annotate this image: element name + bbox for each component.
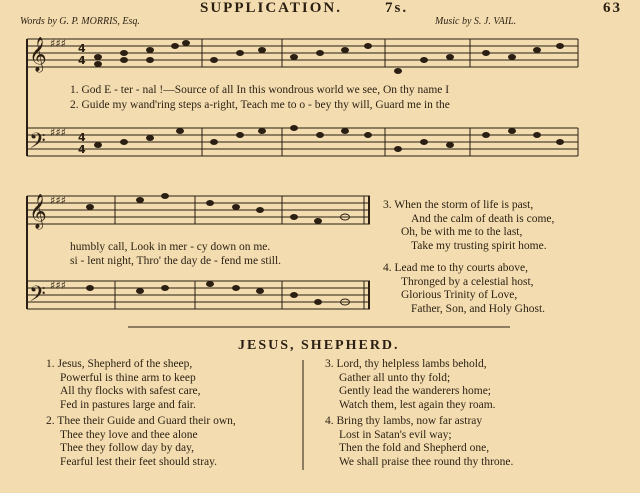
verse-line: 2. Thee their Guide and Guard their own, [46,415,236,427]
hymn-title: SUPPLICATION. [200,0,342,16]
supplication-verse-3 [383,199,554,253]
svg-text:4: 4 [78,54,86,67]
verse-line: Oh, be with me to the last, [401,226,523,238]
page-number: 63 [603,0,622,16]
verse-line: 4. Bring thy lambs, now far astray [325,415,483,427]
system2-lyric-line2: si - lent night, Thro' the day de - fend me still. [70,255,282,267]
svg-text:♯♯♯: ♯♯♯ [50,279,66,292]
svg-text:𝄞: 𝄞 [29,194,47,229]
verse-line: Gently lead the wanderers home; [339,385,491,397]
hymn2-verse-2 [46,415,236,469]
verse-line: Then the fold and Shepherd one, [339,442,490,454]
verse-line: All thy flocks with safest care, [60,385,201,397]
words-credit: Words by G. P. MORRIS, Esq. [20,16,140,27]
verse-line: We shall praise thee round thy throne. [339,455,514,468]
verse-line: Powerful is thine arm to keep [60,371,196,384]
verse-line: Lost in Satan's evil way; [339,428,452,441]
svg-text:𝄢: 𝄢 [29,129,46,159]
verse-line: And the calm of death is come, [411,212,555,225]
verse-line: 1. Jesus, Shepherd of the sheep, [46,358,193,370]
supplication-verse-4 [383,262,545,316]
system2-lyric-line1: humbly call, Look in mer - cy down on me. [70,241,271,253]
verse-line: Thee they love and thee alone [60,428,198,441]
hymn-meter: 7s. [385,0,409,16]
svg-text:♯♯♯: ♯♯♯ [50,194,66,207]
svg-text:𝄞: 𝄞 [29,37,47,72]
verse-line: Glorious Trinity of Love, [401,289,518,301]
treble-staff-1 [27,39,578,67]
verse-line: Fearful lest their feet should stray. [60,455,218,468]
system1-lyric-line1: 1. God E - ter - nal !—Source of all In this wondrous world we see, On thy name I [70,84,450,96]
hymn2-title: JESUS, SHEPHERD. [238,338,400,353]
verse-line: Gather all unto thy fold; [339,371,451,384]
svg-text:4: 4 [78,131,86,144]
hymn2-verse-1 [46,358,201,412]
verse-line: 3. Lord, thy helpless lambs behold, [325,358,487,370]
verse-line: Father, Son, and Holy Ghost. [411,302,546,315]
music-credit: Music by S. J. VAIL. [435,16,517,27]
verse-line: Watch them, lest again they roam. [339,398,496,411]
verse-line: Fed in pastures large and fair. [60,398,196,411]
hymn2-verse-3 [325,358,496,412]
svg-text:4: 4 [78,143,86,156]
system1-lyric-line2: 2. Guide my wand'ring steps a-right, Teach me to o - bey thy will, Guard me in the [70,99,450,111]
svg-text:♯♯♯: ♯♯♯ [50,126,66,139]
bass-staff-1 [27,128,578,156]
verse-line: 3. When the storm of life is past, [383,199,534,211]
svg-text:4: 4 [78,42,86,55]
verse-line: Thee they follow day by day, [60,442,195,454]
svg-text:𝄢: 𝄢 [29,282,46,312]
verse-line: Take my trusting spirit home. [411,239,547,252]
verse-line: 4. Lead me to thy courts above, [383,262,528,274]
svg-text:♯♯♯: ♯♯♯ [50,37,66,50]
hymn2-verse-4 [325,415,513,469]
verse-line: Thronged by a celestial host, [401,275,534,288]
